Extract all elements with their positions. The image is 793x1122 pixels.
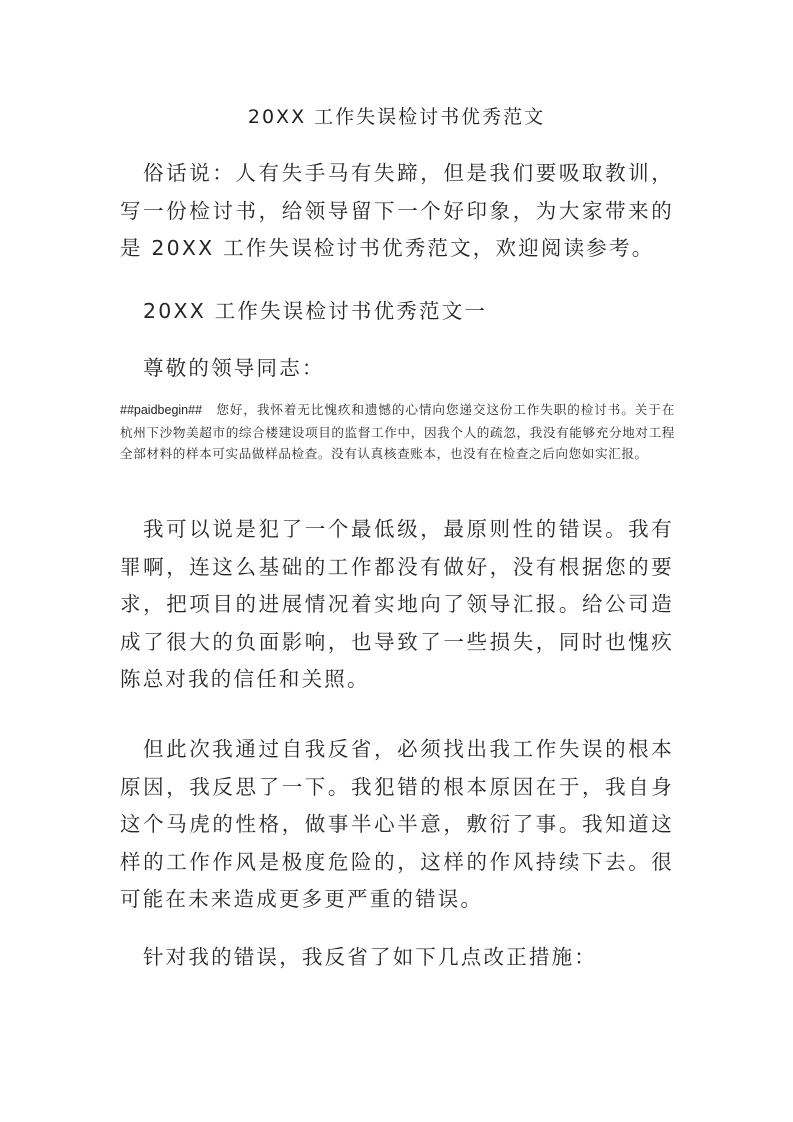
section-heading: 20XX 工作失误检讨书优秀范文一 (143, 299, 488, 323)
body-paragraph-2: 但此次我通过自我反省，必须找出我工作失误的根本原因，我反思了一下。我犯错的根本原因在于，我自身这个马虎的性格，做事半心半意，敷衍了事。我知道这样的工作作风是极度危险的，这样的作风持续下去。很可能在未来造成更多更严重的错误。 (120, 737, 674, 911)
small-paragraph (120, 399, 675, 465)
body-paragraph-3: 针对我的错误，我反省了如下几点改正措施： (143, 945, 597, 969)
paid-marker: ##paidbegin## (120, 403, 203, 417)
intro-paragraph: 俗话说：人有失手马有失蹄，但是我们要吸取教训，写一份检讨书，给领导留下一个好印象，为大家带来的是 20XX 工作失误检讨书优秀范文，欢迎阅读参考。 (120, 161, 674, 260)
body-paragraph-1: 我可以说是犯了一个最低级，最原则性的错误。我有罪啊，连这么基础的工作都没有做好，没有根据您的要求，把项目的进展情况着实地向了领导汇报。给公司造成了很大的负面影响，也导致了一些损失，同时也愧疚陈总对我的信任和关照。 (120, 517, 674, 691)
small-paragraph-text: 您好，我怀着无比愧疚和遗憾的心情向您递交这份工作失职的检讨书。关于在杭州下沙物美超市的综合楼建设项目的监督工作中，因我个人的疏忽，我没有能够充分地对工程全部材料的样本可实品做样品检查。没有认真核查账本，也没有在检查之后向您如实汇报。 (120, 402, 675, 461)
salutation: 尊敬的领导同志： (143, 356, 325, 380)
document-title: 20XX 工作失误检讨书优秀范文 (247, 106, 546, 128)
